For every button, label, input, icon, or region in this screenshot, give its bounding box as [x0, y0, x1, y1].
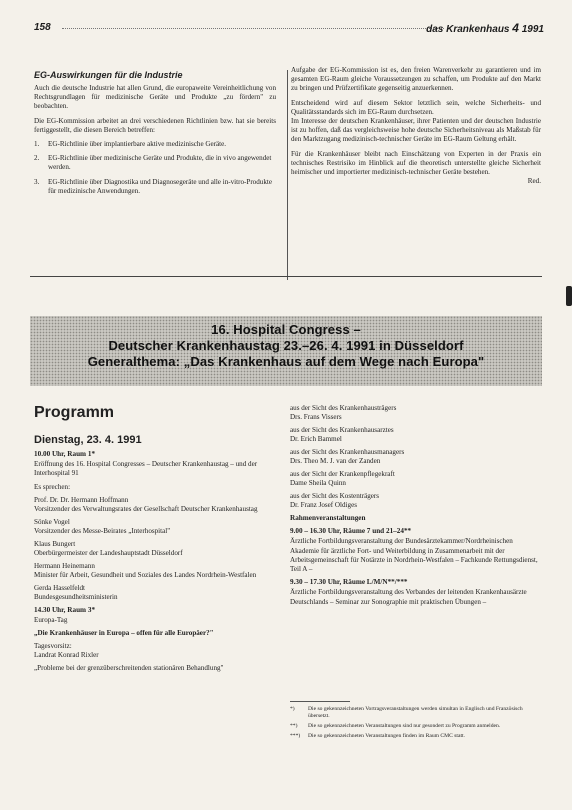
speaker-role: Oberbürgermeister der Landeshauptstadt Düsseldorf [34, 548, 183, 557]
footnote [290, 733, 542, 740]
directive-list [34, 140, 276, 196]
section-divider [30, 276, 542, 277]
speaker-role: Minister für Arbeit, Gesundheit und Soziales des Landes Nordrhein-Westfalen [34, 570, 257, 579]
speaker-role: Bundesgesundheitsministerin [34, 592, 118, 601]
speaker [34, 540, 274, 558]
chair [34, 642, 274, 660]
banner-line: 16. Hospital Congress – [211, 322, 361, 337]
list-text: EG-Richtlinie über Diagnostika und Diagnosegeräte und alle in-vitro-Produkte für medizinische Anwendungen. [48, 177, 272, 195]
footnote-text: Die so gekennzeichneten Veranstaltungen finden im Raum CMC statt. [308, 732, 465, 739]
header-rule [62, 28, 444, 29]
speaker-name: Hermann Heinemann [34, 561, 95, 570]
rahmen-text: Ärztliche Fortbildungsveranstaltung der Bundesärztekammer/Nordrheinischen Akademie für ärztliche Fort- und Weiterbildung in Zusammenarbeit mit der Arbeitsgemeinschaft für Notärzte in Nordrhein-Westfalen – Fachkunde Rettungsdienst, Teil A – [290, 537, 538, 574]
speaker-name: Prof. Dr. Dr. Hermann Hoffmann [34, 495, 129, 504]
europa-tag-label: Europa-Tag [34, 616, 68, 625]
section-heading: EG-Auswirkungen für die Industrie [34, 70, 183, 80]
view-title: aus der Sicht des Kostenträgers [290, 492, 380, 500]
europa-topic: „Die Krankenhäuser in Europa – offen für alle Europäer?" [34, 629, 214, 638]
list-item [34, 154, 276, 172]
banner-line: Deutscher Krankenhaustag 23.–26. 4. 1991 in Düsseldorf [108, 338, 464, 353]
list-item [34, 140, 276, 149]
view-title: aus der Sicht des Krankenhausarztes [290, 426, 394, 434]
paragraph: Entscheidend wird auf diesem Sektor letztlich sein, welche Sicherheits- und Qualitätsstandards sich im EG-Raum durchsetzen. [291, 98, 541, 116]
list-text: EG-Richtlinie über medizinische Geräte und Produkte, die in vivo angewendet werden. [48, 154, 272, 172]
program-right-column [290, 404, 542, 743]
view-name: Dame Sheila Quinn [290, 479, 346, 487]
issue-number: 4 [512, 21, 519, 35]
rahmen-time: 9.00 – 16.30 Uhr, Räume 7 und 21–24** [290, 527, 412, 536]
footnote-rule [290, 701, 350, 702]
article-right-column [291, 66, 541, 186]
footnote-mark: ***) [290, 732, 301, 739]
issue-year: 1991 [521, 24, 544, 35]
banner-line: Generalthema: „Das Krankenhaus auf dem Wege nach Europa" [87, 354, 485, 369]
opening-text: Eröffnung des 16. Hospital Congresses – Deutscher Krankenhaustag – und der Interhospital 91 [34, 460, 258, 478]
speaker-name: Sönke Vogel [34, 517, 70, 526]
footnote-text: Die so gekennzeichneten Vortragsveranstaltungen werden simultan in Englisch und Französisch übersetzt. [308, 705, 523, 719]
congress-banner [30, 316, 542, 386]
view-entry [290, 426, 542, 444]
speaker-name: Klaus Bungert [34, 539, 76, 548]
chair-name: Landrat Konrad Rixler [34, 651, 99, 660]
footnote-mark: **) [290, 722, 298, 729]
speaker [34, 518, 274, 536]
list-number: 3. [34, 177, 40, 186]
speaker-name: Gerda Hasselfeldt [34, 583, 86, 592]
binding-mark [566, 286, 572, 306]
speaker-role: Vorsitzender des Verwaltungsrates der Gesellschaft Deutscher Krankenhaustag [34, 504, 258, 513]
session-time: 10.00 Uhr, Raum 1* [34, 450, 96, 458]
signature: Red. [527, 177, 541, 186]
paragraph: Auch die deutsche Industrie hat allen Grund, die europaweite Vereinheitlichung von Rechtsgrundlagen für medizinische Geräte und Produkte „zu fördern" zu beobachten. [34, 84, 276, 111]
journal-name: das Krankenhaus [426, 24, 510, 35]
speakers-label: Es sprechen: [34, 482, 71, 491]
column-divider [287, 70, 288, 280]
paragraph: Für die Krankenhäuser bleibt nach Einschätzung von Experten in der Praxis ein technisches Restrisiko im Hinblick auf die theoretisch unterstellte gleiche Sicherheit heimischer und importierter medizinisch-technischer Geräte bestehen. [291, 149, 541, 177]
paragraph: Aufgabe der EG-Kommission ist es, den freien Warenverkehr zu garantieren und im gesamten EG-Raum gleiche Voraussetzungen zu schaffen, um Produkte auf den Markt zu bringen und Prüfzertifikate gegenseitig anzuerkennen. [291, 66, 541, 93]
rahmen-heading: Rahmenveranstaltungen [290, 514, 366, 522]
speaker [34, 496, 274, 514]
running-title [426, 21, 544, 35]
footnote-text: Die so gekennzeichneten Veranstaltungen sind nur gesondert zu Programm anmelden. [308, 722, 501, 729]
rahmen-text: Ärztliche Fortbildungsveranstaltung des Verbandes der leitenden Krankenhausärzte Deutschlands – Seminar zur Sonographie mit praktischen Übungen – [290, 588, 527, 606]
speaker [34, 562, 274, 580]
footnote [290, 723, 542, 730]
problem-topic: „Probleme bei der grenzüberschreitenden stationären Behandlung" [34, 664, 224, 673]
paragraph: Die EG-Kommission arbeitet an drei verschiedenen Richtlinien bzw. hat sie bereits fertiggestellt, die diesen Bereich betreffen: [34, 116, 276, 134]
view-name: Drs. Frans Vissers [290, 413, 342, 421]
program-title: Programm [34, 404, 115, 421]
list-text: EG-Richtlinie über implantierbare aktive medizinische Geräte. [48, 140, 227, 149]
footnote-mark: *) [290, 705, 295, 712]
view-entry [290, 470, 542, 488]
session-time: 14.30 Uhr, Raum 3* [34, 605, 96, 614]
view-title: aus der Sicht der Krankenpflegekraft [290, 470, 395, 478]
footnote [290, 706, 542, 720]
view-entry [290, 404, 542, 422]
paragraph: Im Interesse der deutschen Krankenhäuser, ihrer Patienten und der deutschen Industrie ist zu hoffen, daß das vergleichsweise hohe deutsche Sicherheitsniveau als Maßstab für den Marktzugang medizinisch-technischer Geräte im EG-Raum Geltung erhält. [291, 117, 541, 144]
program-left-column [34, 404, 274, 678]
chair-label: Tagesvorsitz: [34, 642, 72, 651]
view-entry [290, 492, 542, 510]
view-name: Drs. Theo M. J. van der Zanden [290, 457, 381, 465]
view-title: aus der Sicht des Krankenhausmanagers [290, 448, 405, 456]
view-title: aus der Sicht des Krankenhausträgers [290, 404, 397, 412]
article-left-column [34, 70, 276, 201]
view-name: Dr. Erich Bammel [290, 435, 342, 443]
day-heading: Dienstag, 23. 4. 1991 [34, 434, 142, 446]
view-name: Dr. Franz Josef Oldiges [290, 501, 357, 509]
speaker [34, 584, 274, 602]
page-number: 158 [34, 22, 51, 33]
list-number: 2. [34, 154, 40, 163]
speaker-role: Vorsitzender des Messe-Beirates „Interhospital" [34, 526, 171, 535]
rahmen-time: 9.30 – 17.30 Uhr, Räume L/M/N**/*** [290, 578, 408, 587]
view-entry [290, 448, 542, 466]
list-item [34, 178, 276, 196]
list-number: 1. [34, 140, 40, 149]
